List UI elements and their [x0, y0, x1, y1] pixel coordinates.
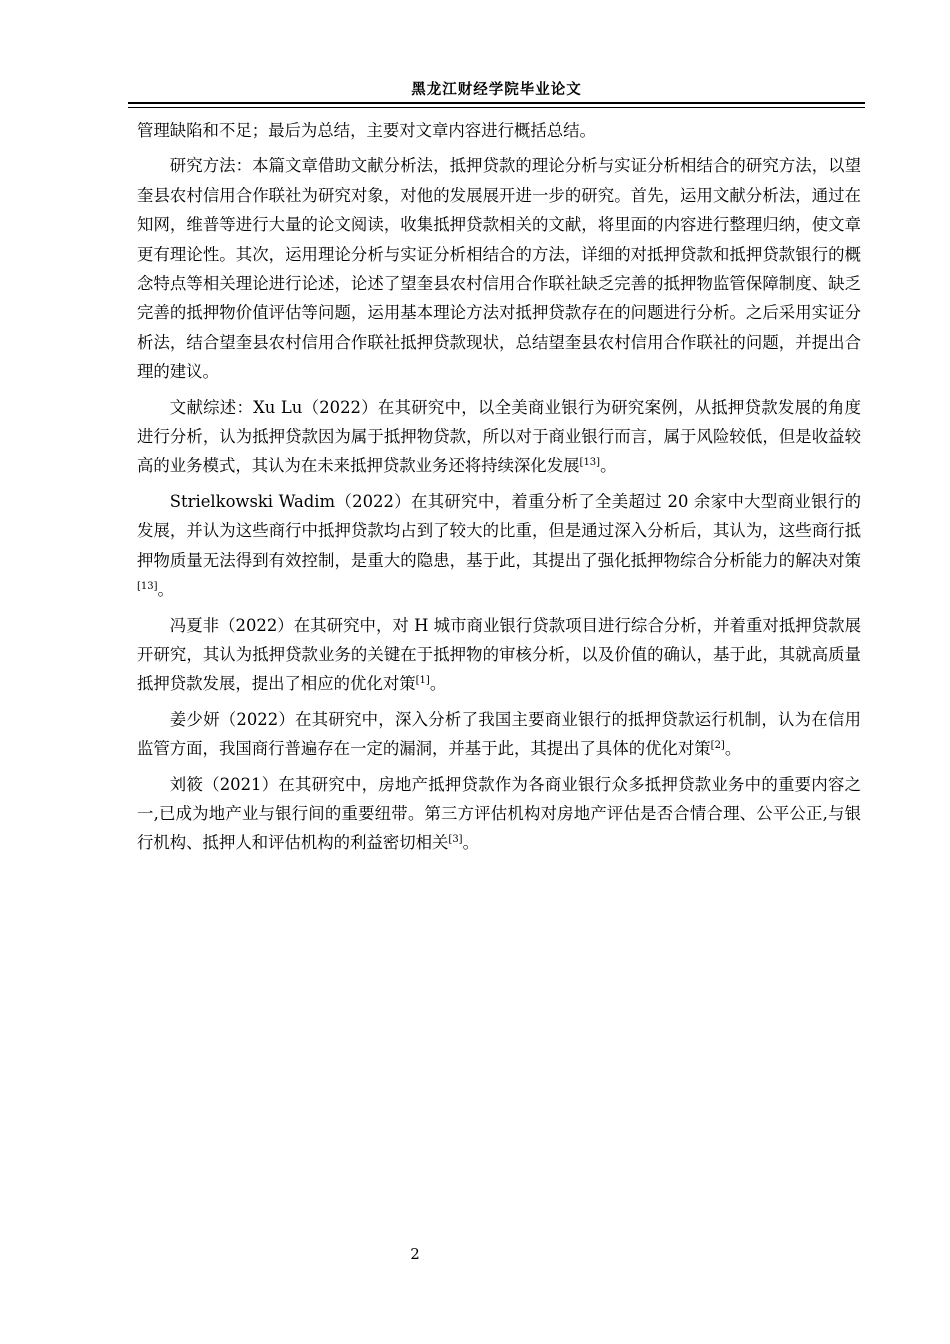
paragraph-text: 姜少妍（2022）在其研究中，深入分析了我国主要商业银行的抵押贷款运行机制，认为在信用监管方面，我国商行普遍存在一定的漏洞，并基于此，其提出了具体的优化对策 [137, 709, 861, 759]
header-rule-thick [128, 102, 865, 104]
paragraph-tail: 。 [429, 674, 447, 694]
paragraph-literature-review [137, 393, 861, 481]
paragraph-tail: 。 [600, 456, 617, 476]
paragraph-text: 刘筱（2021）在其研究中，房地产抵押贷款作为各商业银行众多抵押贷款业务中的重要内容之一,已成为地产业与银行间的重要纽带。第三方评估机构对房地产评估是否合情合理、公平公正,与银行机构、抵押人和评估机构的利益密切相关 [137, 774, 861, 853]
running-header: 黑龙江财经学院毕业论文 [411, 82, 582, 98]
paragraph-research-methods [137, 151, 861, 386]
paragraph-liu [137, 770, 861, 858]
paragraph-jiang [137, 705, 861, 764]
header-rule-thin [128, 107, 865, 108]
paragraph-text: 冯夏非（2022）在其研究中，对 H 城市商业银行贷款项目进行综合分析，并着重对抵押贷款展开研究，其认为抵押贷款业务的关键在于抵押物的审核分析，以及价值的确认，基于此，其就高质量抵押贷款发展，提出了相应的优化对策 [137, 615, 861, 694]
paragraph-strielkowski [137, 487, 861, 605]
body-text [137, 116, 861, 864]
citation-mark: [13] [137, 581, 158, 593]
paragraph-feng [137, 611, 861, 699]
paragraph-text: Strielkowski Wadim（2022）在其研究中，着重分析了全美超过 20 余家中大型商业银行的发展，并认为这些商行中抵押贷款均占到了较大的比重，但是通过深入分析后，其认为，这些商行抵押物质量无法得到有效控制，是重大的隐患，基于此，其提出了强化抵押物综合分析能力的解决对策 [137, 491, 861, 570]
citation-mark: [3] [448, 834, 463, 846]
citation-mark: [2] [710, 740, 725, 752]
paragraph-text: 文献综述：Xu Lu（2022）在其研究中，以全美商业银行为研究案例，从抵押贷款发展的角度进行分析，认为抵押贷款因为属于抵押物贷款，所以对于商业银行而言，属于风险较低，但是收益较高的业务模式，其认为在未来抵押贷款业务还将持续深化发展 [137, 397, 861, 476]
paragraph-text: 管理缺陷和不足；最后为总结，主要对文章内容进行概括总结。 [137, 121, 596, 140]
citation-mark: [13] [579, 457, 601, 469]
paragraph-tail: 。 [462, 833, 479, 853]
paragraph-continuation [137, 116, 861, 145]
paragraph-text: 研究方法：本篇文章借助文献分析法，抵押贷款的理论分析与实证分析相结合的研究方法，以望奎县农村信用合作联社为研究对象，对他的发展展开进一步的研究。首先，运用文献分析法，通过在知网，维普等进行大量的论文阅读，收集抵押贷款相关的文献，将里面的内容进行整理归纳，使文章更有理论性。其次，运用理论分析与实证分析相结合的方法，详细的对抵押贷款和抵押贷款银行的概念特点等相关理论进行论述，论述了望奎县农村信用合作联社缺乏完善的抵押物监管保障制度、缺乏完善的抵押物价值评估等问题，运用基本理论方法对抵押贷款存在的问题进行分析。之后采用实证分析法，结合望奎县农村信用合作联社抵押贷款现状，总结望奎县农村信用合作联社的问题，并提出合理的建议。 [137, 156, 861, 382]
paragraph-tail: 。 [724, 739, 742, 759]
paragraph-tail: 。 [157, 580, 174, 600]
page-number: 2 [410, 1245, 420, 1263]
citation-mark: [1] [415, 675, 430, 687]
